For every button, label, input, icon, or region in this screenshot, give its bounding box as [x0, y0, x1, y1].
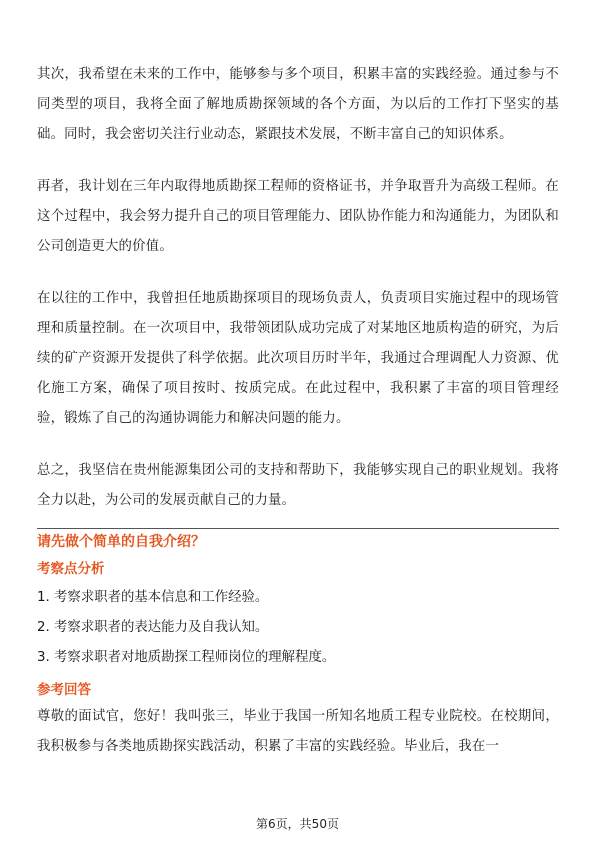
- paragraph-past-experience: 在以往的工作中，我曾担任地质勘探项目的现场负责人，负责项目实施过程中的现场管理和质量控制。在一次项目中，我带领团队成功完成了对某地区地质构造的研究，为后续的矿产资源开发提供了科学依据。此次项目历时半年，我通过合理调配人力资源、优化施工方案，确保了项目按时、按质完成。在此过程中，我积累了丰富的项目管理经验，锻炼了自己的沟通协调能力和解决问题的能力。: [37, 291, 559, 426]
- section-divider: [37, 528, 559, 529]
- reference-answer-text: 尊敬的面试官，您好！我叫张三，毕业于我国一所知名地质工程专业院校。在校期间，我积极参与各类地质勘探实践活动，积累了丰富的实践经验。毕业后，我在一: [37, 709, 559, 754]
- analysis-heading: 考察点分析: [37, 561, 105, 577]
- analysis-item: 2. 考察求职者的表达能力及自我认知。: [37, 620, 269, 635]
- reference-answer-heading: 参考回答: [37, 682, 91, 698]
- document-body: [37, 60, 559, 762]
- page-number: 第6页，共50页: [256, 817, 339, 831]
- analysis-list: [37, 583, 559, 673]
- paragraph-career-goals: 其次，我希望在未来的工作中，能够参与多个项目，积累丰富的实践经验。通过参与不同类型的项目，我将全面了解地质勘探领域的各个方面，为以后的工作打下坚实的基础。同时，我会密切关注行业动态，紧跟技术发展，不断丰富自己的知识体系。: [37, 67, 559, 142]
- analysis-item: 1. 考察求职者的基本信息和工作经验。: [37, 590, 269, 605]
- paragraph-conclusion: 总之，我坚信在贵州能源集团公司的支持和帮助下，我能够实现自己的职业规划。我将全力以赴，为公司的发展贡献自己的力量。: [37, 463, 559, 508]
- paragraph-certification-plan: 再者，我计划在三年内取得地质勘探工程师的资格证书，并争取晋升为高级工程师。在这个过程中，我会努力提升自己的项目管理能力、团队协作能力和沟通能力，为团队和公司创造更大的价值。: [37, 179, 559, 254]
- analysis-item: 3. 考察求职者对地质勘探工程师岗位的理解程度。: [37, 650, 336, 665]
- interview-question: 请先做个简单的自我介绍？: [37, 534, 205, 550]
